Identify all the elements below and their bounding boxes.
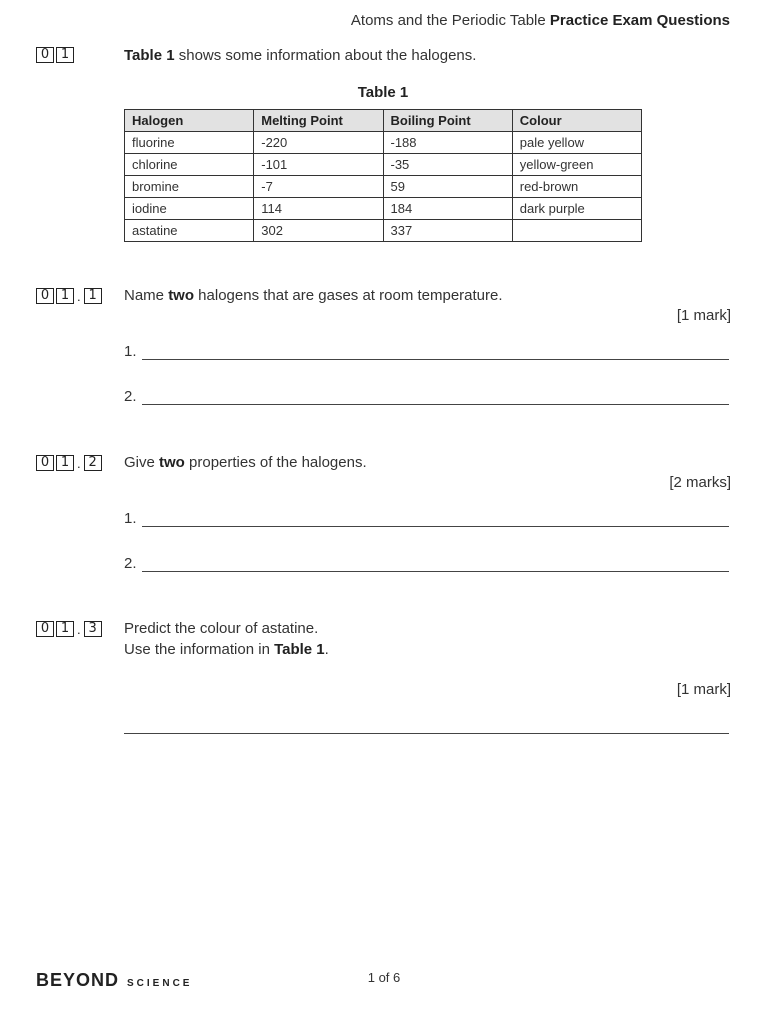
qnum-digit: 1 bbox=[84, 288, 102, 304]
halogen-table bbox=[124, 109, 642, 242]
table-cell: bromine bbox=[125, 176, 254, 198]
intro-table-ref: Table 1 bbox=[124, 47, 175, 64]
column-header: Melting Point bbox=[254, 110, 383, 132]
answer-line-1[interactable] bbox=[124, 343, 729, 360]
qnum-digit: 0 bbox=[36, 47, 54, 63]
intro-text: shows some information about the halogens. bbox=[174, 47, 477, 64]
page-number: 1 of 6 bbox=[367, 970, 401, 985]
header-title: Practice Exam Questions bbox=[549, 12, 730, 29]
table-cell: chlorine bbox=[125, 154, 254, 176]
qnum-digit: 1 bbox=[56, 288, 74, 304]
table-cell: yellow-green bbox=[512, 154, 641, 176]
table-header-row bbox=[125, 110, 642, 132]
table-cell: red-brown bbox=[512, 176, 641, 198]
answer-rule bbox=[142, 390, 729, 405]
qnum-dot: . bbox=[77, 456, 81, 471]
table-cell: 59 bbox=[383, 176, 512, 198]
question-line: Predict the colour of astatine. bbox=[124, 620, 319, 637]
column-header: Boiling Point bbox=[383, 110, 512, 132]
table-cell: -188 bbox=[383, 132, 512, 154]
question-emphasis: two bbox=[159, 454, 185, 471]
marks-label: [2 marks] bbox=[669, 474, 731, 491]
table-reference: Table 1 bbox=[274, 641, 325, 658]
answer-line[interactable] bbox=[124, 733, 729, 734]
question-number-01-2 bbox=[36, 455, 104, 471]
answer-line-2[interactable] bbox=[124, 555, 729, 572]
qnum-digit: 1 bbox=[56, 455, 74, 471]
answer-label: 1. bbox=[124, 343, 137, 360]
answer-label: 2. bbox=[124, 555, 137, 572]
question-emphasis: two bbox=[168, 287, 195, 304]
table-cell: 302 bbox=[254, 220, 383, 242]
table-row bbox=[125, 132, 642, 154]
qnum-digit: 0 bbox=[36, 621, 54, 637]
table-cell: 114 bbox=[254, 198, 383, 220]
column-header: Halogen bbox=[125, 110, 254, 132]
table-cell: fluorine bbox=[125, 132, 254, 154]
answer-line-1[interactable] bbox=[124, 510, 729, 527]
page-header bbox=[351, 12, 730, 29]
brand-subtitle: SCIENCE bbox=[127, 978, 193, 989]
table-cell: -7 bbox=[254, 176, 383, 198]
table-cell: 184 bbox=[383, 198, 512, 220]
table-cell: iodine bbox=[125, 198, 254, 220]
answer-line-2[interactable] bbox=[124, 388, 729, 405]
answer-label: 1. bbox=[124, 510, 137, 527]
question-01-intro bbox=[124, 45, 476, 66]
answer-rule bbox=[142, 512, 729, 527]
brand-name: BEYOND bbox=[36, 970, 120, 990]
table-row bbox=[125, 198, 642, 220]
question-number-01 bbox=[36, 47, 76, 63]
question-01-1-text bbox=[124, 285, 503, 306]
table-cell: dark purple bbox=[512, 198, 641, 220]
table-caption: Table 1 bbox=[357, 84, 409, 101]
column-header: Colour bbox=[512, 110, 641, 132]
question-text: . bbox=[324, 641, 329, 658]
question-text: Name bbox=[124, 287, 169, 304]
table-row bbox=[125, 154, 642, 176]
question-text: halogens that are gases at room temperature. bbox=[194, 287, 503, 304]
answer-label: 2. bbox=[124, 388, 137, 405]
marks-label: [1 mark] bbox=[676, 307, 731, 324]
table-cell: -35 bbox=[383, 154, 512, 176]
qnum-digit: 1 bbox=[56, 621, 74, 637]
question-01-3-text bbox=[124, 618, 329, 660]
table-cell: -101 bbox=[254, 154, 383, 176]
qnum-dot: . bbox=[77, 622, 81, 637]
qnum-digit: 0 bbox=[36, 455, 54, 471]
table-row bbox=[125, 220, 642, 242]
qnum-digit: 1 bbox=[56, 47, 74, 63]
table-cell bbox=[512, 220, 641, 242]
answer-rule bbox=[142, 345, 729, 360]
table-cell: -220 bbox=[254, 132, 383, 154]
header-topic: Atoms and the Periodic Table bbox=[350, 12, 546, 29]
question-text: Use the information in bbox=[124, 641, 275, 658]
question-01-2-text bbox=[124, 452, 367, 473]
marks-label: [1 mark] bbox=[676, 681, 731, 698]
qnum-dot: . bbox=[77, 289, 81, 304]
table-row bbox=[125, 176, 642, 198]
answer-rule bbox=[142, 557, 729, 572]
question-text: properties of the halogens. bbox=[184, 454, 367, 471]
question-line bbox=[124, 639, 329, 660]
question-number-01-3 bbox=[36, 621, 104, 637]
question-text: Give bbox=[124, 454, 160, 471]
table-cell: 337 bbox=[383, 220, 512, 242]
table-cell: astatine bbox=[125, 220, 254, 242]
question-number-01-1 bbox=[36, 288, 104, 304]
qnum-digit: 0 bbox=[36, 288, 54, 304]
qnum-digit: 3 bbox=[84, 621, 102, 637]
qnum-digit: 2 bbox=[84, 455, 102, 471]
table-cell: pale yellow bbox=[512, 132, 641, 154]
